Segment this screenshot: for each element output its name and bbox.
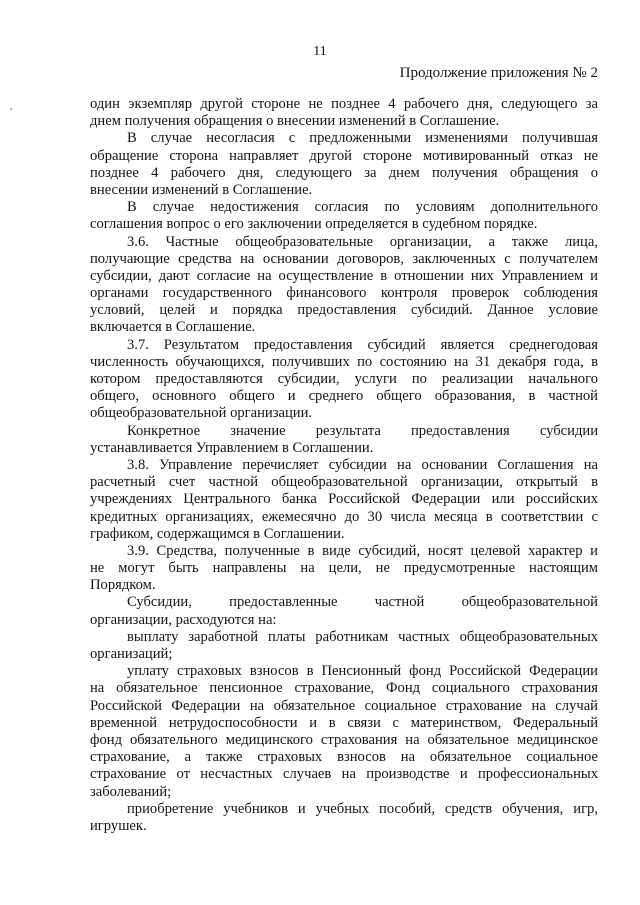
text-line: 3.6. Частные общеобразовательные организации, а также лица,: [127, 233, 598, 250]
text-line: устанавливается Управлением в Соглашении.: [90, 439, 374, 456]
document-body: [90, 96, 598, 835]
text-line: страхование, а также страховых взносов на обязательное социальное: [90, 749, 598, 766]
text-line: не могут быть направлены на цели, не предусмотренные настоящим: [90, 560, 598, 577]
text-line: расчетный счет частной общеобразовательной организации, открытый в: [90, 474, 598, 491]
text-line: В случае недостижения согласия по условиям дополнительного: [127, 199, 598, 216]
text-line: графиком, содержащимся в Соглашении.: [90, 525, 345, 542]
text-line: В случае несогласия с предложенными изменениями получившая: [127, 130, 598, 147]
text-line: игрушек.: [90, 817, 147, 834]
text-line: органами государственного финансового контроля проверок соблюдения: [90, 285, 598, 302]
text-line: 3.8. Управление перечисляет субсидии на основании Соглашения на: [127, 456, 598, 473]
text-line: днем получения обращения о внесении изменений в Соглашение.: [90, 113, 500, 130]
scan-speck: [10, 108, 12, 110]
text-line: страхование от несчастных случаев на производстве и профессиональных: [90, 766, 598, 783]
text-line: организации, расходуются на:: [90, 611, 277, 628]
text-line: позднее 4 рабочего дня, следующего за днем получения обращения о: [90, 164, 598, 181]
text-line: 3.9. Средства, полученные в виде субсидий, носят целевой характер и: [127, 542, 598, 559]
text-line: условий, целей и порядка предоставления субсидий. Данное условие: [90, 302, 598, 319]
text-line: заболеваний;: [90, 783, 172, 800]
text-line: Субсидии, предоставленные частной общеобразовательной: [127, 594, 598, 611]
text-line: приобретение учебников и учебных пособий, средств обучения, игр,: [127, 800, 598, 817]
text-line: общего, основного общего и среднего общего образования, в частной: [90, 388, 598, 405]
text-line: один экземпляр другой стороне не позднее 4 рабочего дня, следующего за: [90, 96, 598, 112]
page-number: 11: [313, 44, 327, 59]
text-line: на обязательное пенсионное страхование, Фонд социального страхования: [90, 680, 598, 697]
appendix-continuation-note: Продолжение приложения № 2: [399, 65, 598, 81]
text-line: соглашения вопрос о его заключении определяется в судебном порядке.: [90, 216, 538, 233]
text-line: Конкретное значение результата предоставления субсидии: [127, 422, 598, 439]
text-line: Порядком.: [90, 577, 156, 594]
text-line: численность обучающихся, получивших по состоянию на 31 декабря года, в: [90, 353, 598, 370]
text-line: включается в Соглашение.: [90, 319, 256, 336]
text-line: общеобразовательной организации.: [90, 405, 313, 422]
text-line: выплату заработной платы работникам частных общеобразовательных: [127, 628, 598, 645]
text-line: организаций;: [90, 646, 173, 662]
text-line: получающие средства на основании договоров, заключенных с получателем: [90, 250, 598, 267]
text-line: Российской Федерации на обязательное социальное страхование на случай: [90, 697, 598, 714]
text-line: уплату страховых взносов в Пенсионный фонд Российской Федерации: [127, 663, 598, 680]
text-line: временной нетрудоспособности и в связи с материнством, Федеральный: [90, 714, 598, 731]
text-line: котором предоставляются субсидии, услуги по реализации начального: [90, 371, 598, 387]
text-line: кредитных организациях, ежемесячно до 30 числа месяца в соответствии с: [90, 508, 598, 525]
text-line: фонд обязательного медицинского страхования на обязательное медицинское: [90, 731, 598, 748]
text-line: 3.7. Результатом предоставления субсидий является среднегодовая: [127, 336, 598, 353]
text-line: обращение сторона направляет другой стороне мотивированный отказ не: [90, 147, 598, 164]
text-line: учреждениях Центрального банка Российской Федерации или российских: [90, 491, 598, 508]
text-line: субсидии, дают согласие на осуществление в отношении них Управлением и: [90, 267, 598, 284]
text-line: внесении изменений в Соглашение.: [90, 181, 313, 198]
